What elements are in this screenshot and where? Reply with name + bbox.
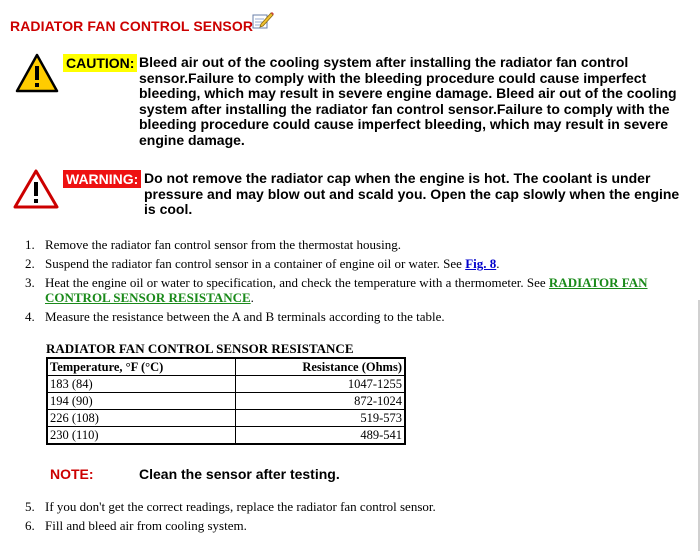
step-text: Fill and bleed air from cooling system. [45,518,247,533]
table-cell-temperature: 194 (90) [47,393,236,410]
step-number: 5. [25,499,35,514]
step-text: Remove the radiator fan control sensor from the thermostat housing. [45,237,401,252]
step-text: Heat the engine oil or water to specification, and check the temperature with a thermometer. See [45,275,549,290]
table-header-temperature: Temperature, °F (°C) [47,358,236,376]
resistance-table-link[interactable]: RADIATOR FAN CONTROL SENSOR RESISTANCE [45,275,648,305]
table-title: RADIATOR FAN CONTROL SENSOR RESISTANCE [46,341,354,356]
table-row [47,427,405,445]
step-text: If you don't get the correct readings, replace the radiator fan control sensor. [45,499,436,514]
caution-label: CAUTION: [63,54,137,72]
fig-8-link[interactable]: Fig. 8 [465,256,497,271]
step-text: Suspend the radiator fan control sensor in a container of engine oil or water. See [45,256,466,271]
table-row [47,376,405,393]
step-number: 3. [25,275,35,290]
warning-text: Do not remove the radiator cap when the engine is hot. The coolant is under pressure and may blow out and scald you. Open the cap slowly when the engine is cool. [144,170,680,218]
table-cell-temperature: 183 (84) [47,376,236,393]
list-item [0,256,690,271]
edit-pencil-icon[interactable] [252,10,274,30]
list-item [0,518,690,533]
table-cell-temperature: 230 (110) [47,427,236,445]
warning-triangle-icon [13,169,59,209]
table-cell-resistance: 519-573 [236,410,406,427]
table-row [47,410,405,427]
list-item [0,237,690,252]
step-number: 4. [25,309,35,324]
procedure-steps-continued [0,499,690,537]
table-header-resistance: Resistance (Ohms) [236,358,406,376]
procedure-steps [0,237,690,328]
warning-label: WARNING: [63,170,141,188]
note-text: Clean the sensor after testing. [139,466,340,482]
table-cell-resistance: 872-1024 [236,393,406,410]
step-text-end: . [496,256,500,271]
table-row [47,393,405,410]
table-cell-resistance: 489-541 [236,427,406,445]
page-title: RADIATOR FAN CONTROL SENSOR [10,18,254,34]
resistance-table [46,357,406,445]
list-item [0,309,690,324]
step-number: 1. [25,237,35,252]
step-text-end: . [250,290,254,305]
caution-triangle-icon [15,53,59,93]
step-number: 2. [25,256,35,271]
table-cell-temperature: 226 (108) [47,410,236,427]
table-cell-resistance: 1047-1255 [236,376,406,393]
list-item [0,275,690,305]
list-item [0,499,690,514]
note-label: NOTE: [50,466,94,482]
step-text: Measure the resistance between the A and B terminals according to the table. [45,309,445,324]
table-header-row [47,358,405,376]
step-number: 6. [25,518,35,533]
caution-text: Bleed air out of the cooling system after installing the radiator fan control sensor.Failure to comply with the bleeding procedure could cause imperfect bleeding, which may result in severe engine damage. Bleed air out of the cooling system after installing the radiator fan control sensor.Failure to comply with the bleeding procedure could cause imperfect bleeding, which may result in severe engine damage. [139,54,677,148]
